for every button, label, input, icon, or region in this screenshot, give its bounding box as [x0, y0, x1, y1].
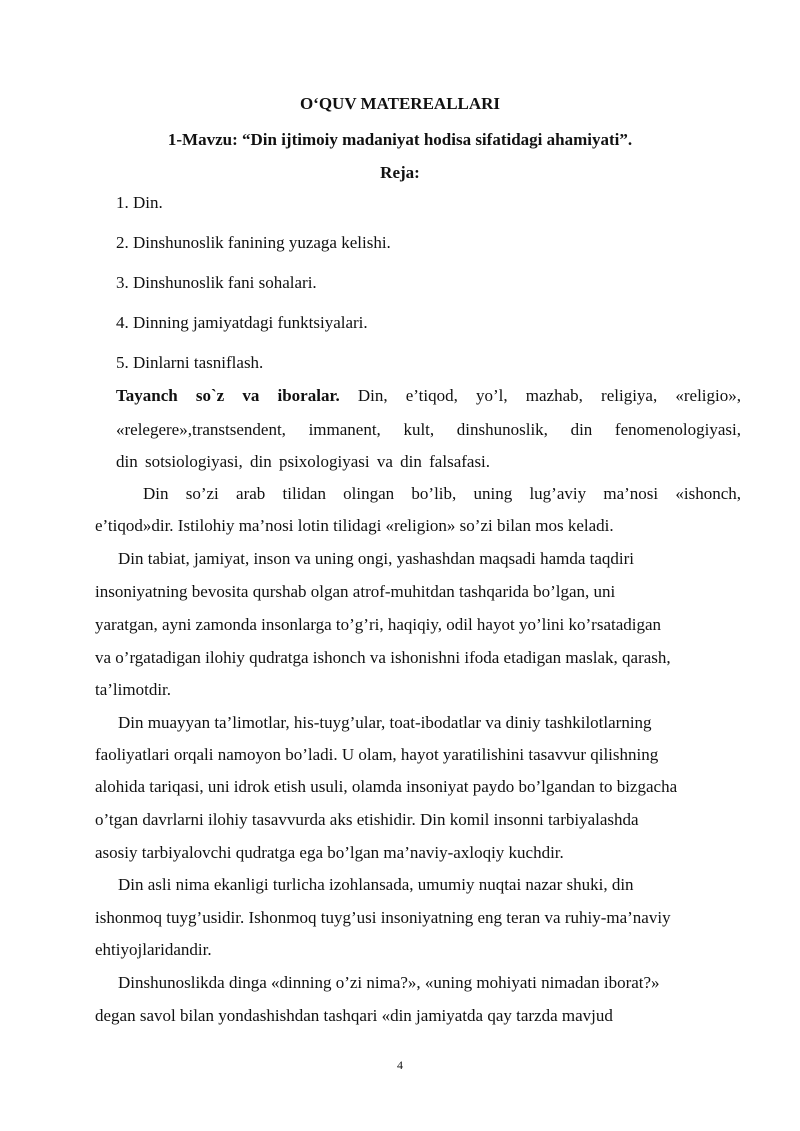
plan-item: 1. Din.: [116, 193, 163, 212]
page-number: 4: [397, 1058, 403, 1072]
paragraph-line: ta’limotdir.: [95, 680, 172, 699]
keywords-line: [116, 385, 741, 407]
paragraph-line: faoliyatlari orqali namoyon bo’ladi. U olam, hayot yaratilishini tasavvur qilishning: [95, 745, 659, 764]
plan-item: 3. Dinshunoslik fani sohalari.: [116, 273, 317, 292]
paragraph-line: Dinshunoslikda dinga «dinning o’zi nima?», «uning mohiyati nimadan iborat?»: [118, 973, 660, 992]
paragraph-line: o’tgan davrlarni ilohiy tasavvurda aks etishidir. Din komil insonni tarbiyalashda: [95, 810, 639, 829]
paragraph-line: e’tiqod»dir. Istilohiy ma’nosi lotin tilidagi «religion» so’zi bilan mos keladi.: [95, 516, 614, 535]
plan-item: 2. Dinshunoslik fanining yuzaga kelishi.: [116, 233, 391, 252]
topic-heading: 1-Mavzu: “Din ijtimoiy madaniyat hodisa sifatidagi ahamiyati”.: [167, 130, 633, 149]
document-title: O‘QUV MATEREALLARI: [299, 94, 501, 113]
keywords-line: din sotsiologiyasi, din psixologiyasi va din falsafasi.: [116, 452, 491, 471]
paragraph-line: insoniyatning bevosita qurshab olgan atrof-muhitdan tashqarida bo’lgan, uni: [95, 582, 616, 601]
plan-heading: Reja:: [380, 163, 420, 182]
keywords-label: Tayanch so`z va iboralar.: [116, 386, 340, 405]
paragraph-line: Din tabiat, jamiyat, inson va uning ongi, yashashdan maqsadi hamda taqdiri: [118, 549, 635, 568]
plan-item: 4. Dinning jamiyatdagi funktsiyalari.: [116, 313, 368, 332]
paragraph-line: degan savol bilan yondashishdan tashqari «din jamiyatda qay tarzda mavjud: [95, 1006, 613, 1025]
plan-item: 5. Dinlarni tasniflash.: [116, 353, 264, 372]
paragraph-line: ehtiyojlaridandir.: [95, 940, 212, 959]
keywords-text: Din, e’tiqod, yo’l, mazhab, religiya, «religio»,: [357, 386, 741, 405]
keywords-line: «relegere»,transtsendent, immanent, kult, dinshunoslik, din fenomenologiyasi,: [116, 420, 741, 439]
paragraph-line: va o’rgatadigan ilohiy qudratga ishonch va ishonishni ifoda etadigan maslak, qarash,: [95, 648, 671, 667]
paragraph-line: asosiy tarbiyalovchi qudratga ega bo’lgan ma’naviy-axloqiy kuchdir.: [95, 843, 564, 862]
paragraph-line: alohida tariqasi, uni idrok etish usuli, olamda insoniyat paydo bo’lgandan to bizgacha: [95, 777, 678, 796]
paragraph-line: Din so’zi arab tilidan olingan bo’lib, uning lug’aviy ma’nosi «ishonch,: [143, 484, 741, 503]
paragraph-line: Din asli nima ekanligi turlicha izohlansada, umumiy nuqtai nazar shuki, din: [118, 875, 634, 894]
paragraph-line: Din muayyan ta’limotlar, his-tuyg’ular, toat-ibodatlar va diniy tashkilotlarning: [118, 713, 652, 732]
paragraph-line: ishonmoq tuyg’usidir. Ishonmoq tuyg’usi insoniyatning eng teran va ruhiy-ma’naviy: [95, 908, 671, 927]
paragraph-line: yaratgan, ayni zamonda insonlarga to’g’ri, haqiqiy, odil hayot yo’lini ko’rsatadigan: [95, 615, 662, 634]
